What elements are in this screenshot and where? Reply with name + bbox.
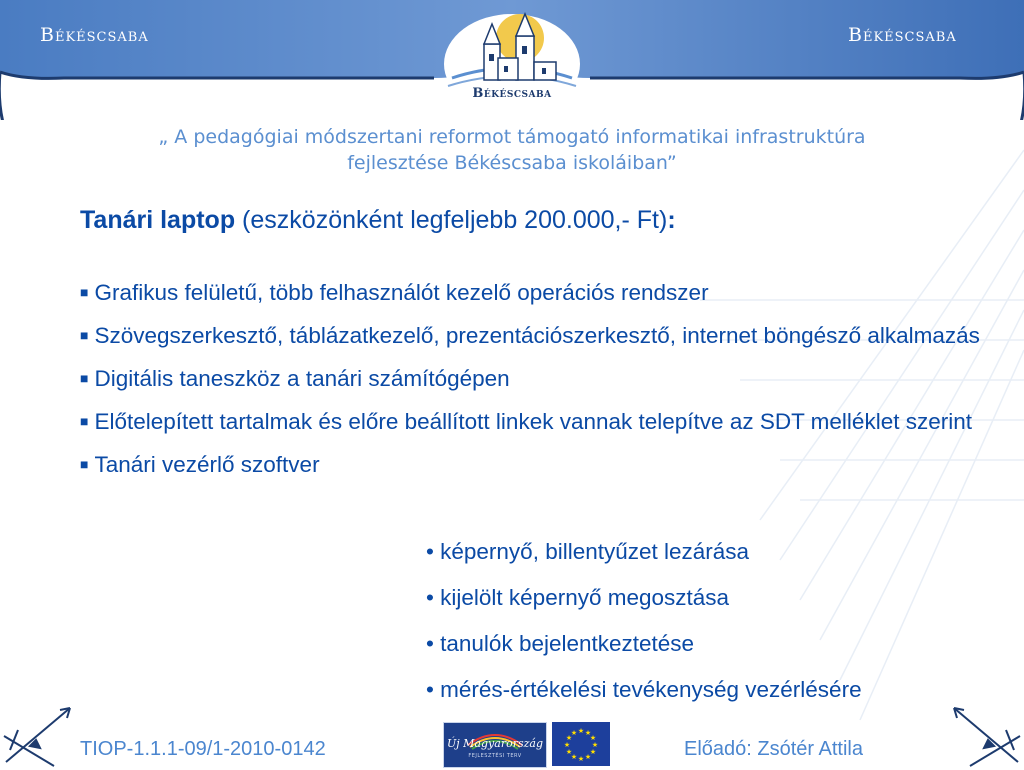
new-hungary-logo-sub: FEJLESZTÉSI TERV: [468, 753, 522, 759]
sub-list-item-text: tanulók bejelentkeztetése: [440, 631, 695, 656]
sub-list-item: [426, 582, 862, 613]
subtitle-line-2: fejlesztése Békéscsaba iskoláiban”: [347, 152, 677, 174]
sub-list-item-text: mérés-értékelési tevékenység vezérlésére: [440, 677, 862, 702]
slide-content: [80, 203, 980, 492]
svg-text:★: ★: [577, 727, 585, 735]
controller-feature-list: [426, 536, 862, 720]
list-item: [80, 363, 980, 394]
list-item-text: Grafikus felületű, több felhasználót kezelő operációs rendszer: [94, 280, 709, 305]
sub-list-item: [426, 628, 862, 659]
logo-label: Békéscsaba: [472, 86, 552, 101]
svg-text:★: ★: [591, 741, 599, 749]
round-bullet-icon: •: [426, 539, 441, 564]
svg-text:★: ★: [589, 734, 597, 742]
svg-text:★: ★: [584, 753, 592, 761]
round-bullet-icon: •: [426, 631, 441, 656]
list-item-text: Szövegszerkesztő, táblázatkezelő, prezentációszerkesztő, internet böngésző alkalmazás: [94, 323, 980, 348]
sub-list-item: [426, 674, 862, 705]
svg-text:★: ★: [577, 755, 585, 763]
svg-text:★: ★: [565, 734, 573, 742]
eu-stars-icon: [552, 722, 610, 766]
heading-colon: :: [667, 206, 676, 234]
list-item: [80, 449, 980, 480]
square-bullet-icon: ■: [80, 456, 89, 472]
section-heading: [80, 203, 980, 237]
round-bullet-icon: •: [426, 585, 441, 610]
heading-bold: Tanári laptop: [80, 206, 236, 234]
crossed-arrows-icon: [944, 696, 1024, 768]
sub-list-item-text: kijelölt képernyő megosztása: [440, 585, 730, 610]
svg-text:★: ★: [584, 729, 592, 737]
crossed-arrows-icon: [0, 696, 80, 768]
svg-text:★: ★: [570, 753, 578, 761]
square-bullet-icon: ■: [80, 370, 89, 386]
svg-text:★: ★: [563, 741, 571, 749]
round-bullet-icon: •: [426, 677, 441, 702]
subtitle-line-1: „ A pedagógiai módszertani reformot támogató informatikai infrastruktúra: [158, 126, 866, 148]
list-item-text: Tanári vezérlő szoftver: [94, 452, 320, 477]
list-item-text: Digitális taneszköz a tanári számítógépen: [94, 366, 510, 391]
brand-left: Békéscsaba: [40, 24, 149, 46]
eu-flag: [552, 722, 610, 766]
presenter-name: Előadó: Zsótér Attila: [684, 738, 863, 760]
list-item: [80, 277, 980, 308]
svg-text:★: ★: [570, 729, 578, 737]
slide-subtitle: [60, 124, 964, 176]
svg-text:★: ★: [565, 748, 573, 756]
sub-list-item: [426, 536, 862, 567]
new-hungary-logo-text: Új Magyarország: [447, 737, 543, 750]
svg-text:★: ★: [589, 748, 597, 756]
heading-normal: (eszközönként legfeljebb 200.000,- Ft): [235, 206, 668, 234]
square-bullet-icon: ■: [80, 413, 89, 429]
new-hungary-logo: [443, 722, 547, 768]
list-item: [80, 320, 980, 351]
brand-right: Békéscsaba: [848, 24, 957, 46]
city-logo: [438, 6, 586, 114]
square-bullet-icon: ■: [80, 284, 89, 300]
list-item-text: Előtelepített tartalmak és előre beállított linkek vannak telepítve az SDT melléklet szerint: [94, 409, 972, 434]
list-item: [80, 406, 980, 437]
square-bullet-icon: ■: [80, 327, 89, 343]
feature-list: [80, 277, 980, 480]
sub-list-item-text: képernyő, billentyűzet lezárása: [440, 539, 750, 564]
project-code: TIOP-1.1.1-09/1-2010-0142: [80, 738, 326, 760]
